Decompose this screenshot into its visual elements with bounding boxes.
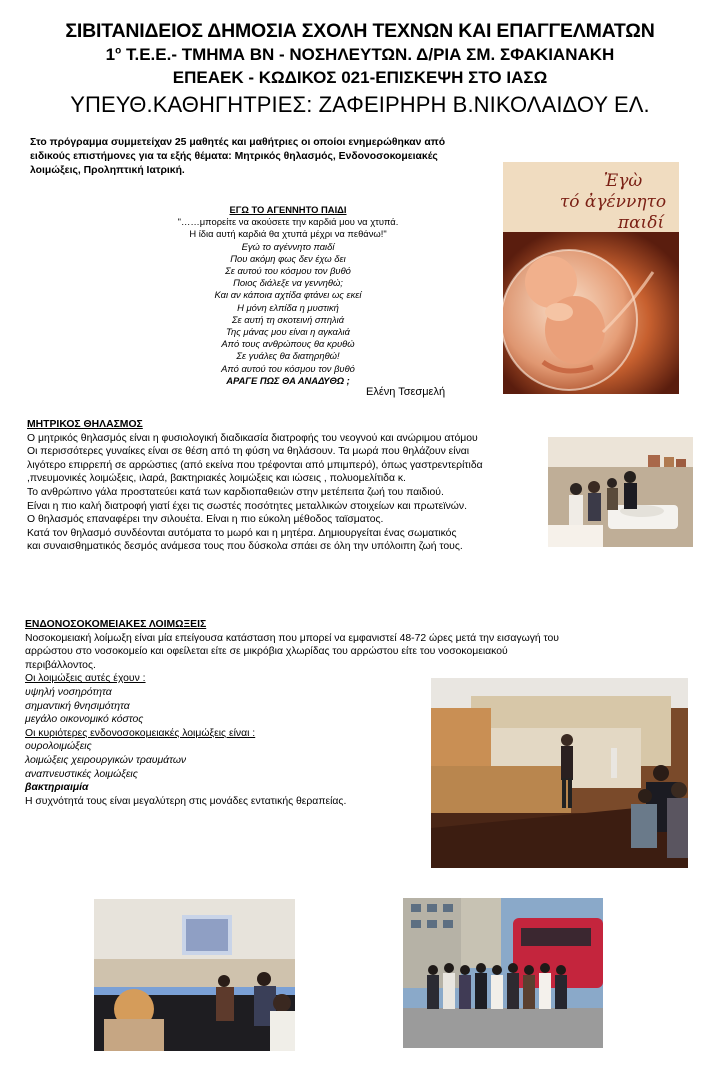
poem-title: ΕΓΩ ΤΟ ΑΓΕΝΝΗΤΟ ΠΑΙΔΙ	[229, 204, 347, 215]
demonstration-room-photo	[548, 437, 693, 547]
feature-item: υψηλή νοσηρότητα	[25, 686, 112, 698]
group-outdoor-photo	[403, 898, 603, 1048]
teachers-line: ΥΠΕΥΘ.ΚΑΘΗΓΗΤΡΙΕΣ: ΖΑΦΕΙΡΗΡΗ Β.ΝΙΚΟΛΑΙΔΟΥ ΕΛ.	[70, 92, 650, 117]
program-line: ΕΠΕΑΕΚ - ΚΩΔΙΚΟΣ 021-ΕΠΙΣΚΕΨΗ ΣΤΟ ΙΑΣΩ	[172, 68, 548, 87]
infection-item: λοιμώξεις χειρουργικών τραυμάτων	[25, 754, 187, 766]
intro-line: ειδικούς επιστήμονες για τα εξής θέματα: Μητρικός θηλασμός, Ενδονοσοκομειακές	[30, 151, 438, 162]
poem-line: Από αυτού του κόσμου τον βυθό	[221, 362, 355, 374]
poem-line: Της μάνας μου είναι η αγκαλιά	[226, 326, 350, 338]
intro-paragraph	[30, 136, 500, 178]
intro-line: Στο πρόγραμμα συμμετείχαν 25 μαθητές και μαθήτριες οι οποίοι ενημερώθηκαν από	[30, 137, 446, 148]
book-cover-image	[503, 162, 679, 394]
breastfeeding-line: Κατά τον θηλασμό συνδέονται αυτόματα το μωρό και η μητέρα. Δημιουργείται ένας σωματικός	[27, 527, 457, 539]
auditorium-photo	[94, 899, 295, 1051]
poem-line: Και αν κάποια αχτίδα φτάνει ως εκεί	[214, 289, 362, 301]
department-text: Τ.Ε.Ε.- ΤΜΗΜΑ ΒΝ - ΝΟΣΗΛΕΥΤΩΝ. Δ/ΡΙΑ ΣΜ. ΣΦΑΚΙΑΝΑΚΗ	[121, 45, 615, 64]
book-title-line3: παιδί	[617, 213, 665, 233]
poem-line: Σε αυτού του κόσμου τον βυθό	[225, 265, 351, 277]
intro-line: λοιμώξεις, Προληπτική Ιατρική.	[30, 165, 185, 176]
poem-line: Που ακόμη φως δεν έχω δει	[230, 252, 346, 264]
breastfeeding-line: Ο θηλασμός επαναφέρει την σιλουέτα. Είναι η πιο εύκολη μέθοδος ταϊσματος.	[27, 514, 384, 526]
breastfeeding-line: Οι περισσότερες γυναίκες είναι σε θέση από τη φύση να θηλάσουν. Τα μωρά που θηλάζουν είναι	[27, 446, 470, 458]
feature-item: μεγάλο οικονομικό κόστος	[25, 714, 144, 726]
poem-line: Σε αυτή τη σκοτεινή σπηλιά	[231, 313, 345, 325]
poem-quote: "……μπορείτε να ακούσετε την καρδιά μου να χτυπά.	[177, 216, 399, 228]
poem-quote: Η ίδια αυτή καρδιά θα χτυπά μέχρι να πεθάνω!"	[189, 228, 387, 240]
poem-ending: ΑΡΑΓΕ ΠΩΣ ΘΑ ΑΝΑΔΥΘΩ ;	[226, 374, 350, 386]
main-infections-heading: Οι κυριότερες ενδονοσοκομειακές λοιμώξεις είναι :	[25, 727, 256, 739]
breastfeeding-line: Είναι η πιο καλή διατροφή γιατί έχει τις σωστές ποσότητες μεταλλικών στοιχείων και πρωτεϊνών.	[27, 500, 467, 512]
poem-author: Ελένη Τσεσμελή	[366, 386, 446, 398]
infections-definition: αρρώστου στο νοσοκομείο και οφείλεται είτε σε μικρόβια χλωρίδας του αρρώστου είτε του νοσοκομειακού	[25, 646, 508, 658]
school-title: ΣΙΒΙΤΑΝΙΔΕΙΟΣ ΔΗΜΟΣΙΑ ΣΧΟΛΗ ΤΕΧΝΩΝ ΚΑΙ ΕΠΑΓΓΕΛΜΑΤΩΝ	[65, 20, 655, 42]
breastfeeding-line: και συναισθηματικός δεσμός ανάμεσα τους που δύσκολα σπάει σε όλη την υπόλοιπη ζωή τους.	[27, 541, 463, 553]
infection-item-bold: βακτηριαιμία	[25, 782, 89, 794]
infection-item: αναπνευστικές λοιμώξεις	[25, 768, 138, 780]
breastfeeding-line: Το ανθρώπινο γάλα προστατεύει κατά των καρδιοπαθειών στην μετέπειτα ζωή του παιδιού.	[27, 486, 444, 498]
breastfeeding-line: Ο μητρικός θηλασμός είναι η φυσιολογική διαδικασία διατροφής του νεογνού και ανώριμου ατόμου	[27, 432, 478, 444]
poem-line: Ποιος διάλεξε να γεννηθώ;	[233, 277, 343, 289]
poem-line: Εγώ το αγέννητο παιδί	[241, 240, 335, 252]
infections-definition: περιβάλλοντος.	[25, 659, 96, 671]
breastfeeding-line: λιγότερο επιρρεπή σε αρρώστιες (από εκείνα που τρέφονται από μπιμπερό), όπως γαστρεντερίτιδα	[27, 459, 483, 471]
features-heading: Οι λοιμώξεις αυτές έχουν :	[25, 673, 146, 685]
poem-line: Από τους ανθρώπους θα κρυθώ	[221, 338, 355, 350]
breastfeeding-section	[27, 418, 557, 554]
infections-title: ΕΝΔΟΝΟΣΟΚΟΜΕΙΑΚΕΣ ΛΟΙΜΩΞΕΙΣ	[25, 619, 207, 630]
breastfeeding-title: ΜΗΤΡΙΚΟΣ ΘΗΛΑΣΜΟΣ	[27, 419, 143, 430]
department-line	[0, 45, 720, 65]
department-number: 1	[105, 45, 116, 64]
book-title-line1: Ἐγὼ	[603, 171, 643, 191]
book-title-line2: τό ἀγέννητο	[559, 192, 667, 212]
infection-item: ουρολοιμώξεις	[25, 741, 92, 753]
poem-line: Η μόνη ελπίδα η μυστική	[237, 301, 339, 313]
feature-item: σημαντική θνησιμότητα	[25, 700, 130, 712]
lecture-hall-photo	[431, 678, 688, 868]
poem-line: Σε γυάλες θα διατηρηθώ!	[236, 350, 340, 362]
breastfeeding-line: ,πνευμονικές λοιμώξεις, ιλαρά, βακτηριακές λοιμώξεις και ιώσεις , πολυομελίτιδα κ.	[27, 473, 406, 485]
department-ordinal: ο	[115, 45, 122, 57]
infections-closing: Η συχνότητά τους είναι μεγαλύτερη στις μονάδες εντατικής θεραπείας.	[25, 795, 347, 807]
poem	[148, 204, 428, 387]
infections-definition: Νοσοκομειακή λοίμωξη είναι μία επείγουσα κατάσταση που μπορεί να εμφανιστεί 48-72 ώρες μετά την εισαγωγή του	[25, 632, 559, 644]
